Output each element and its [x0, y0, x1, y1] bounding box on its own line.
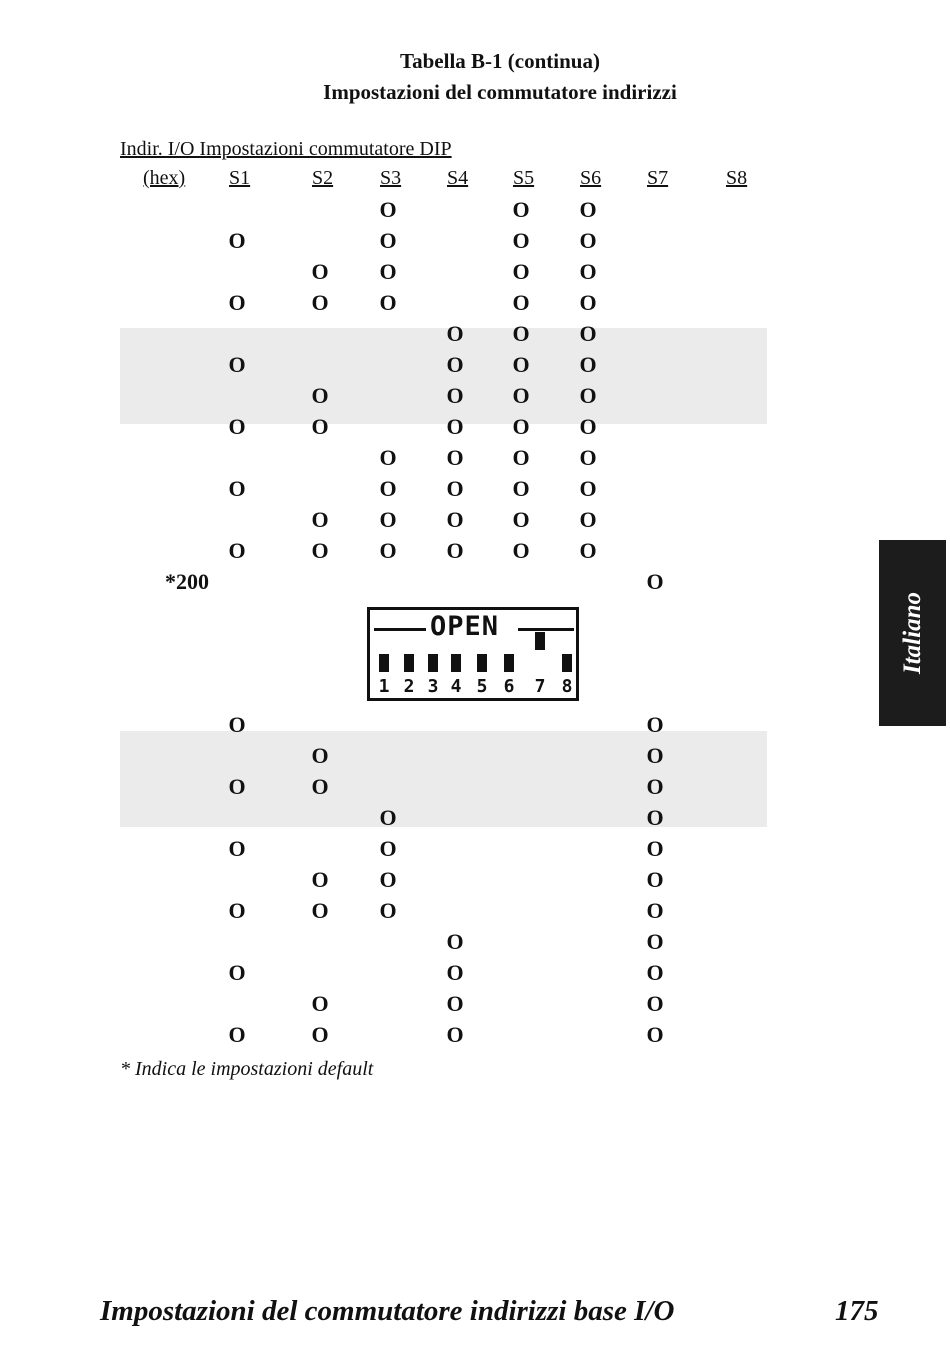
- switch-on-mark-s3: O: [379, 507, 397, 532]
- table-row: [0, 379, 950, 410]
- switch-on-mark-s4: O: [446, 1022, 464, 1047]
- switch-on-mark-s2: O: [311, 898, 329, 923]
- table-row: [0, 1018, 950, 1049]
- switch-on-mark-s2: O: [311, 538, 329, 563]
- dip-number-2: 2: [403, 676, 415, 697]
- switch-on-mark-s4: O: [446, 383, 464, 408]
- switch-header-s5: S5: [513, 167, 535, 189]
- table-row: [0, 410, 950, 441]
- switch-on-mark-s4: O: [446, 538, 464, 563]
- table-row: [0, 801, 950, 832]
- side-tab-label: Italiano: [898, 592, 926, 674]
- switch-on-mark-s5: O: [512, 290, 530, 315]
- table-row: [0, 534, 950, 565]
- switch-on-mark-s6: O: [579, 445, 597, 470]
- table-row: [0, 472, 950, 503]
- switch-on-mark-s6: O: [579, 352, 597, 377]
- switch-on-mark-s4: O: [446, 507, 464, 532]
- table-row: [0, 255, 950, 286]
- table-row: [0, 503, 950, 534]
- dip-switch-diagram: [367, 607, 579, 701]
- switch-on-mark-s7: O: [646, 991, 664, 1016]
- switch-on-mark-s2: O: [311, 1022, 329, 1047]
- switch-on-mark-s5: O: [512, 507, 530, 532]
- switch-on-mark-s3: O: [379, 867, 397, 892]
- switch-on-mark-s2: O: [311, 383, 329, 408]
- footnote: * Indica le impostazioni default: [120, 1058, 374, 1080]
- dip-number-8: 8: [561, 676, 573, 697]
- switch-on-mark-s2: O: [311, 259, 329, 284]
- table-row: [0, 708, 950, 739]
- switch-on-mark-s6: O: [579, 197, 597, 222]
- switch-on-mark-s5: O: [512, 321, 530, 346]
- switch-on-mark-s1: O: [228, 898, 246, 923]
- switch-on-mark-s3: O: [379, 228, 397, 253]
- table-row: [0, 739, 950, 770]
- dip-number-5: 5: [476, 676, 488, 697]
- switch-on-mark-s1: O: [228, 774, 246, 799]
- side-language-tab: [879, 540, 946, 726]
- table-subtitle: Impostazioni del commutatore indirizzi: [323, 80, 677, 104]
- switch-header-s8: S8: [726, 167, 748, 189]
- dip-knob-2: [404, 654, 414, 672]
- switch-header-s7: S7: [647, 167, 669, 189]
- switch-on-mark-s5: O: [512, 414, 530, 439]
- table-row: [0, 925, 950, 956]
- switch-on-mark-s7: O: [646, 929, 664, 954]
- table-row: [0, 863, 950, 894]
- switch-header-s2: S2: [312, 167, 334, 189]
- dip-open-label: OPEN: [430, 611, 500, 642]
- switch-on-mark-s7: O: [646, 712, 664, 737]
- switch-on-mark-s6: O: [579, 414, 597, 439]
- switch-on-mark-s5: O: [512, 476, 530, 501]
- switch-on-mark-s1: O: [228, 290, 246, 315]
- table-row: [0, 441, 950, 472]
- dip-number-7: 7: [534, 676, 546, 697]
- dip-number-4: 4: [450, 676, 462, 697]
- table-title: Tabella B-1 (continua): [400, 49, 600, 73]
- switch-on-mark-s2: O: [311, 414, 329, 439]
- switch-on-mark-s7: O: [646, 867, 664, 892]
- switch-on-mark-s2: O: [311, 774, 329, 799]
- switch-on-mark-s1: O: [228, 538, 246, 563]
- dip-knob-5: [477, 654, 487, 672]
- switch-on-mark-s4: O: [446, 445, 464, 470]
- switch-on-mark-s3: O: [379, 259, 397, 284]
- table-row: [0, 894, 950, 925]
- switch-on-mark-s1: O: [228, 712, 246, 737]
- dip-knob-7: [535, 632, 545, 650]
- dip-knob-1: [379, 654, 389, 672]
- switch-on-mark-s7: O: [646, 743, 664, 768]
- switch-on-mark-s7: O: [646, 960, 664, 985]
- switch-on-mark-s7: O: [646, 836, 664, 861]
- switch-on-mark-s3: O: [379, 197, 397, 222]
- table-row: [0, 286, 950, 317]
- page-number: 175: [835, 1295, 879, 1327]
- switch-on-mark-s4: O: [446, 352, 464, 377]
- switch-on-mark-s7: O: [646, 569, 664, 594]
- table-row: [0, 956, 950, 987]
- switch-on-mark-s1: O: [228, 414, 246, 439]
- dip-knob-8: [562, 654, 572, 672]
- switch-on-mark-s6: O: [579, 290, 597, 315]
- table-row: [0, 832, 950, 863]
- switch-on-mark-s5: O: [512, 228, 530, 253]
- switch-on-mark-s1: O: [228, 960, 246, 985]
- switch-on-mark-s5: O: [512, 197, 530, 222]
- switch-on-mark-s6: O: [579, 538, 597, 563]
- dip-line-right: [518, 628, 574, 631]
- footer-title: Impostazioni del commutatore indirizzi base I/O: [100, 1295, 675, 1327]
- switch-on-mark-s7: O: [646, 774, 664, 799]
- switch-on-mark-s1: O: [228, 476, 246, 501]
- switch-on-mark-s6: O: [579, 383, 597, 408]
- dip-line-left: [374, 628, 426, 631]
- switch-on-mark-s6: O: [579, 321, 597, 346]
- dip-number-6: 6: [503, 676, 515, 697]
- switch-on-mark-s4: O: [446, 476, 464, 501]
- header-hex: (hex): [143, 167, 186, 189]
- switch-on-mark-s3: O: [379, 445, 397, 470]
- table-row: [0, 987, 950, 1018]
- switch-on-mark-s5: O: [512, 383, 530, 408]
- switch-on-mark-s3: O: [379, 290, 397, 315]
- dip-knob-6: [504, 654, 514, 672]
- switch-header-s3: S3: [380, 167, 402, 189]
- switch-on-mark-s5: O: [512, 352, 530, 377]
- switch-on-mark-s1: O: [228, 836, 246, 861]
- switch-on-mark-s7: O: [646, 1022, 664, 1047]
- table-row: [0, 193, 950, 224]
- switch-on-mark-s4: O: [446, 991, 464, 1016]
- switch-on-mark-s7: O: [646, 898, 664, 923]
- switch-on-mark-s2: O: [311, 743, 329, 768]
- switch-on-mark-s4: O: [446, 960, 464, 985]
- table-row: [0, 348, 950, 379]
- switch-on-mark-s4: O: [446, 414, 464, 439]
- table-row: [0, 224, 950, 255]
- switch-on-mark-s6: O: [579, 476, 597, 501]
- switch-on-mark-s2: O: [311, 290, 329, 315]
- switch-on-mark-s5: O: [512, 259, 530, 284]
- header-top: Indir. I/O Impostazioni commutatore DIP: [120, 138, 452, 160]
- switch-on-mark-s3: O: [379, 538, 397, 563]
- switch-on-mark-s3: O: [379, 805, 397, 830]
- dip-knob-3: [428, 654, 438, 672]
- switch-on-mark-s4: O: [446, 929, 464, 954]
- switch-header-s1: S1: [229, 167, 251, 189]
- table-row: [0, 565, 950, 596]
- switch-on-mark-s5: O: [512, 445, 530, 470]
- switch-on-mark-s6: O: [579, 259, 597, 284]
- switch-on-mark-s2: O: [311, 507, 329, 532]
- switch-on-mark-s2: O: [311, 867, 329, 892]
- switch-on-mark-s3: O: [379, 836, 397, 861]
- switch-on-mark-s6: O: [579, 507, 597, 532]
- dip-knob-4: [451, 654, 461, 672]
- switch-on-mark-s1: O: [228, 1022, 246, 1047]
- switch-on-mark-s4: O: [446, 321, 464, 346]
- switch-on-mark-s3: O: [379, 476, 397, 501]
- switch-on-mark-s7: O: [646, 805, 664, 830]
- switch-on-mark-s5: O: [512, 538, 530, 563]
- address-value: *200: [165, 569, 209, 594]
- switch-on-mark-s1: O: [228, 228, 246, 253]
- switch-header-s6: S6: [580, 167, 602, 189]
- switch-on-mark-s1: O: [228, 352, 246, 377]
- switch-on-mark-s2: O: [311, 991, 329, 1016]
- dip-number-3: 3: [427, 676, 439, 697]
- table-row: [0, 770, 950, 801]
- dip-number-1: 1: [378, 676, 390, 697]
- switch-header-s4: S4: [447, 167, 469, 189]
- switch-on-mark-s3: O: [379, 898, 397, 923]
- switch-on-mark-s6: O: [579, 228, 597, 253]
- table-row: [0, 317, 950, 348]
